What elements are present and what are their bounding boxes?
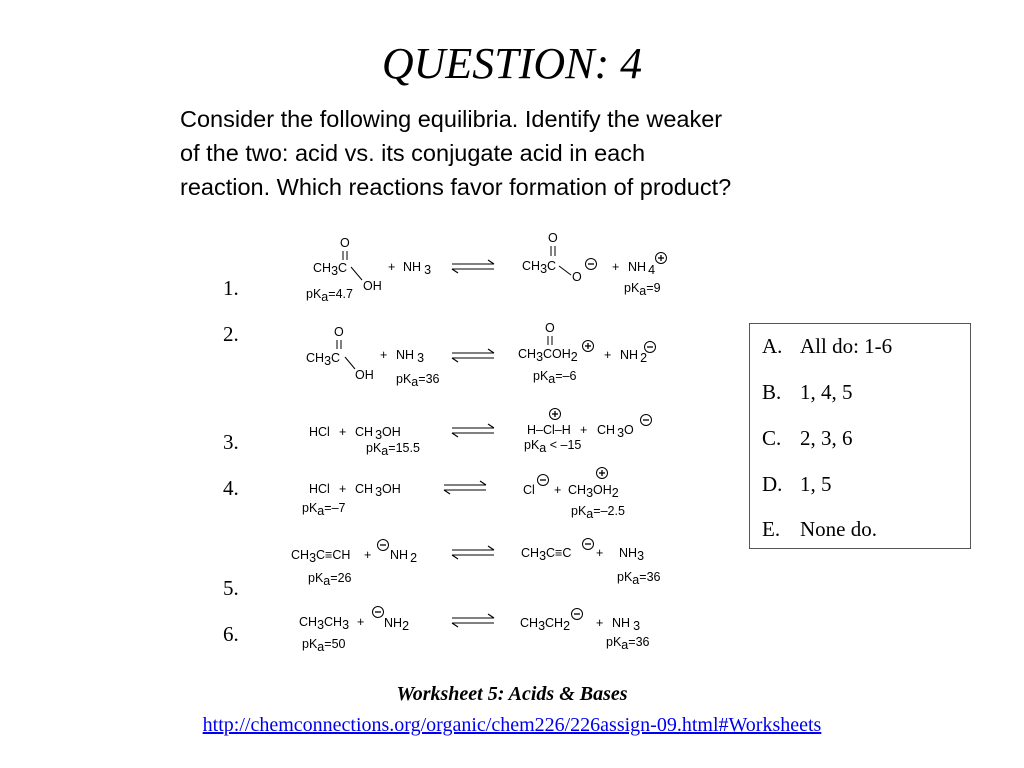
answer-letter: D. xyxy=(762,472,783,496)
reaction-number-4: 4. xyxy=(223,476,239,500)
formula-text: NH3 xyxy=(619,546,645,563)
reaction-number-3: 3. xyxy=(223,430,239,454)
formula-text: CH3C≡C xyxy=(521,546,572,563)
plus-sign: + xyxy=(554,483,562,497)
atom-label: O xyxy=(340,236,350,250)
reaction-2 xyxy=(306,321,656,389)
atom-label: O xyxy=(548,231,558,245)
formula-text: CH 3O xyxy=(597,423,634,440)
pka-label: pKa < –15 xyxy=(524,438,582,455)
answer-choice-c[interactable] xyxy=(762,426,853,451)
formula-text: Cl xyxy=(523,483,535,497)
answer-text: All do: 1-6 xyxy=(800,334,893,358)
formula-text: NH2 xyxy=(384,616,410,633)
worksheet-link[interactable]: http://chemconnections.org/organic/chem226/226assign-09.html#Worksheets xyxy=(202,714,822,736)
pka-label: pKa=36 xyxy=(606,635,650,652)
pka-label: pKa=4.7 xyxy=(306,287,353,304)
worksheet-title: Worksheet 5: Acids & Bases xyxy=(396,683,628,705)
reaction-4 xyxy=(302,468,625,522)
answer-letter: C. xyxy=(762,426,782,450)
answer-choice-a[interactable] xyxy=(762,334,892,359)
formula-text: CH3C≡CH xyxy=(291,548,351,565)
plus-sign: + xyxy=(596,616,604,630)
equilibrium-arrow xyxy=(444,481,486,494)
plus-sign: + xyxy=(357,615,365,629)
equilibrium-arrow xyxy=(452,260,494,273)
negative-charge-icon xyxy=(583,539,594,550)
formula-text: CH3CH3 xyxy=(299,615,350,632)
pka-value: 36 xyxy=(646,570,661,584)
worksheet-link-container xyxy=(0,714,1024,737)
reaction-number-6: 6. xyxy=(223,622,239,646)
positive-charge-icon xyxy=(550,409,561,420)
negative-charge-icon xyxy=(641,415,652,426)
answer-choice-d[interactable] xyxy=(762,472,832,497)
formula-text: CH3C xyxy=(306,351,341,368)
equilibrium-arrow xyxy=(452,546,494,559)
plus-sign: + xyxy=(364,548,372,562)
pka-value: –2.5 xyxy=(600,504,625,518)
slide-title: QUESTION: 4 xyxy=(381,39,643,88)
formula-text: CH3C xyxy=(522,259,557,276)
reaction-5 xyxy=(291,539,661,589)
plus-sign: + xyxy=(580,423,588,437)
pka-label: pKa=–6 xyxy=(533,369,577,386)
negative-charge-icon xyxy=(586,259,597,270)
reaction-1 xyxy=(306,231,667,304)
atom-label: O xyxy=(334,325,344,339)
negative-charge-icon xyxy=(645,342,656,353)
formula-text: HCl xyxy=(309,482,330,496)
pka-value: –15 xyxy=(560,438,582,452)
negative-charge-icon xyxy=(538,475,549,486)
pka-value: 15.5 xyxy=(395,441,420,455)
answer-letter: E. xyxy=(762,517,781,541)
pka-label: pKa=–7 xyxy=(302,501,346,518)
answer-choice-b[interactable] xyxy=(762,380,853,405)
pka-label: pKa=15.5 xyxy=(366,441,420,458)
atom-label: OH xyxy=(355,368,374,382)
formula-text: CH3C xyxy=(313,261,348,278)
plus-sign: + xyxy=(596,546,604,560)
pka-value: 36 xyxy=(635,635,650,649)
reaction-number-2: 2. xyxy=(223,322,239,346)
atom-label: O xyxy=(572,270,582,284)
pka-value: 9 xyxy=(653,281,661,295)
formula-text: NH 3 xyxy=(403,260,432,277)
equilibrium-arrow xyxy=(452,424,494,437)
atom-label: OH xyxy=(363,279,382,293)
pka-value: 50 xyxy=(331,637,346,651)
pka-label: pKa=9 xyxy=(624,281,661,298)
answer-choice-e[interactable] xyxy=(762,517,877,542)
answer-text: 2, 3, 6 xyxy=(800,426,853,450)
prompt-line: of the two: acid vs. its conjugate acid in each xyxy=(180,140,646,166)
reaction-number-1: 1. xyxy=(223,276,239,300)
pka-value: –6 xyxy=(562,369,577,383)
formula-text: CH 3OH xyxy=(355,425,401,442)
plus-sign: + xyxy=(604,348,612,362)
answer-text: 1, 5 xyxy=(800,472,832,496)
answer-text: None do. xyxy=(800,517,877,541)
equilibrium-arrow xyxy=(452,614,494,627)
pka-label: pKa=50 xyxy=(302,637,346,654)
formula-text: H–Cl–H xyxy=(527,423,571,437)
formula-text: HCl xyxy=(309,425,330,439)
reaction-3 xyxy=(309,409,652,459)
positive-charge-icon xyxy=(597,468,608,479)
pka-label: pKa=–2.5 xyxy=(571,504,625,521)
plus-sign: + xyxy=(612,260,620,274)
pka-label: pKa=36 xyxy=(617,570,661,587)
prompt-line: Consider the following equilibria. Identify the weaker xyxy=(180,106,723,132)
formula-text: NH 2 xyxy=(390,548,418,565)
negative-charge-icon xyxy=(373,607,384,618)
formula-text: CH3COH2 xyxy=(518,347,578,364)
formula-text: NH 3 xyxy=(396,348,425,365)
pka-value: 26 xyxy=(337,571,352,585)
pka-value: 36 xyxy=(425,372,440,386)
formula-text: CH3CH2 xyxy=(520,616,571,633)
equilibrium-arrow xyxy=(452,349,494,362)
formula-text: NH 3 xyxy=(612,616,641,633)
pka-value: 4.7 xyxy=(335,287,353,301)
plus-sign: + xyxy=(380,348,388,362)
answer-text: 1, 4, 5 xyxy=(800,380,853,404)
formula-text: CH 3OH xyxy=(355,482,401,499)
formula-text: NH 4 xyxy=(628,260,656,277)
plus-sign: + xyxy=(339,425,347,439)
plus-sign: + xyxy=(388,260,396,274)
positive-charge-icon xyxy=(656,253,667,264)
answer-choices-box xyxy=(749,323,971,549)
formula-text: NH 2 xyxy=(620,348,648,365)
pka-value: –7 xyxy=(331,501,346,515)
reaction-number-5: 5. xyxy=(223,576,239,600)
answer-letter: B. xyxy=(762,380,782,404)
prompt-line: reaction. Which reactions favor formation of product? xyxy=(180,174,732,200)
pka-label: pKa=36 xyxy=(396,372,440,389)
plus-sign: + xyxy=(339,482,347,496)
pka-label: pKa=26 xyxy=(308,571,352,588)
atom-label: O xyxy=(545,321,555,335)
answer-letter: A. xyxy=(762,334,783,358)
negative-charge-icon xyxy=(572,609,583,620)
positive-charge-icon xyxy=(583,341,594,352)
negative-charge-icon xyxy=(378,540,389,551)
reaction-6 xyxy=(299,607,650,655)
formula-text: CH3OH2 xyxy=(568,483,619,500)
